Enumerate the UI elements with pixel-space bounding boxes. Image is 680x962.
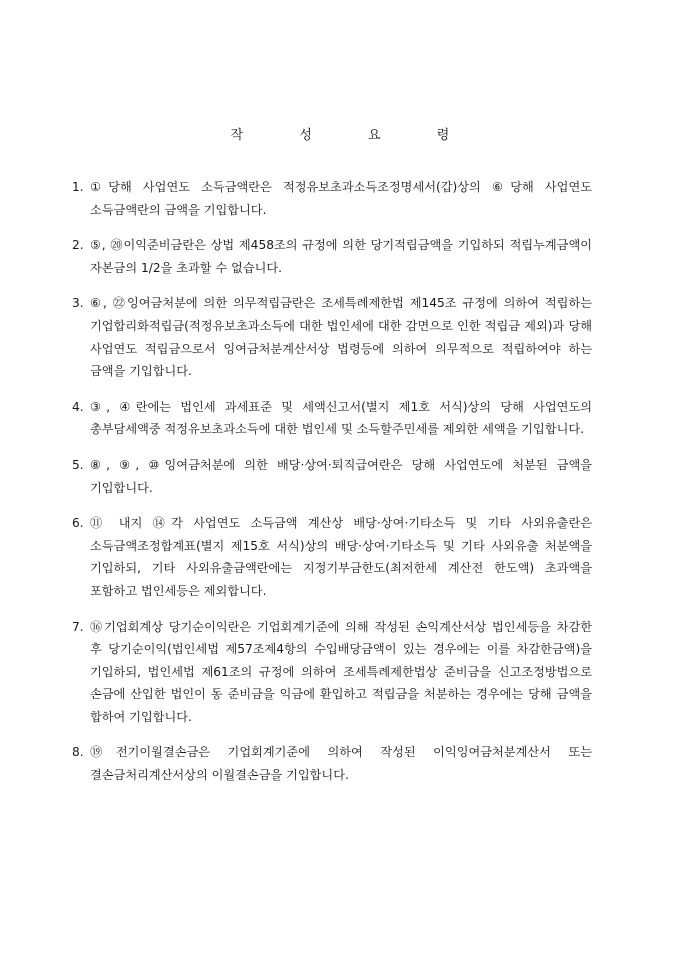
item-number: 2. — [72, 238, 84, 253]
item-text: ③, ④란에는 법인세 과세표준 및 세액신고서(별지 제1호 서식)상의 당해 사업연도의 총부담세액중 적정유보초과소득에 대한 법인세 및 소득할주민세를 제외한 세액을 기입합니다. — [90, 399, 592, 437]
list-item — [72, 454, 592, 499]
list-item — [72, 396, 592, 441]
item-text: ⑯기업회계상 당기순이익란은 기업회계기준에 의해 작성된 손익계산서상 법인세등을 차감한 후 당기순이익(법인세법 제57조제4항의 수입배당금액이 있는 경우에는 이를 차감한금액)을 기입하되, 법인세법 제61조의 규정에 의하여 조세특례제한법상 준비금을 신고조정방법으로 손금에 산입한 법인이 동 준비금을 익금에 환입하고 적립금을 처분하는 경우에는 당해 금액을 합하여 기입합니다. — [90, 619, 592, 724]
item-number: 6. — [72, 516, 84, 531]
item-text: ⑲전기이월결손금은 기업회계기준에 의하여 작성된 이익잉여금처분계산서 또는 결손금처리계산서상의 이월결손금을 기입합니다. — [90, 745, 592, 783]
item-number: 3. — [72, 296, 84, 311]
item-number: 8. — [72, 745, 84, 760]
list-item — [72, 234, 592, 279]
item-text: ⑥, ㉒잉여금처분에 의한 의무적립금란은 조세특례제한법 제145조 규정에 의하여 적립하는 기업합리화적립금(적정유보초과소득에 대한 법인세에 대한 감면으로 인한 적립금 제외)과 당해 사업연도 적립금으로서 잉여금처분계산서상 법령등에 의하여 의무적으로 적립하여야 하는 금액을 기입합니다. — [90, 296, 592, 379]
list-item — [72, 741, 592, 786]
instruction-list — [72, 176, 592, 800]
list-item — [72, 512, 592, 602]
item-number: 4. — [72, 399, 84, 414]
item-text: ⑪ 내지 ⑭각 사업연도 소득금액 계산상 배당·상여·기타소득 및 기타 사외유출란은 소득금액조정합계표(별지 제15호 서식)상의 배당·상여·기타소득 및 기타 사외유출 처분액을 기입하되, 기타 사외유출금액란에는 지정기부금한도(최저한세 계산전 한도액) 초과액을 포함하고 법인세등은 제외합니다. — [90, 516, 592, 598]
item-number: 7. — [72, 619, 84, 634]
item-text: ⑧, ⑨, ⑩잉여금처분에 의한 배당·상여·퇴직급여란은 당해 사업연도에 처분된 금액을 기입합니다. — [90, 457, 592, 495]
page-title: 작 성 요 령 — [230, 128, 476, 143]
item-number: 1. — [72, 180, 84, 194]
list-item — [72, 616, 592, 729]
item-text: ①당해 사업연도 소득금액란은 적정유보초과소득조정명세서(갑)상의 ⑥당해 사업연도 소득금액란의 금액을 기입합니다. — [90, 180, 592, 217]
item-text: ⑤, ⑳이익준비금란은 상법 제458조의 규정에 의한 당기적립금액을 기입하되 적립누계금액이 자본금의 1/2을 초과할 수 없습니다. — [90, 238, 592, 275]
list-item — [72, 176, 592, 221]
list-item — [72, 292, 592, 382]
item-number: 5. — [72, 457, 84, 472]
